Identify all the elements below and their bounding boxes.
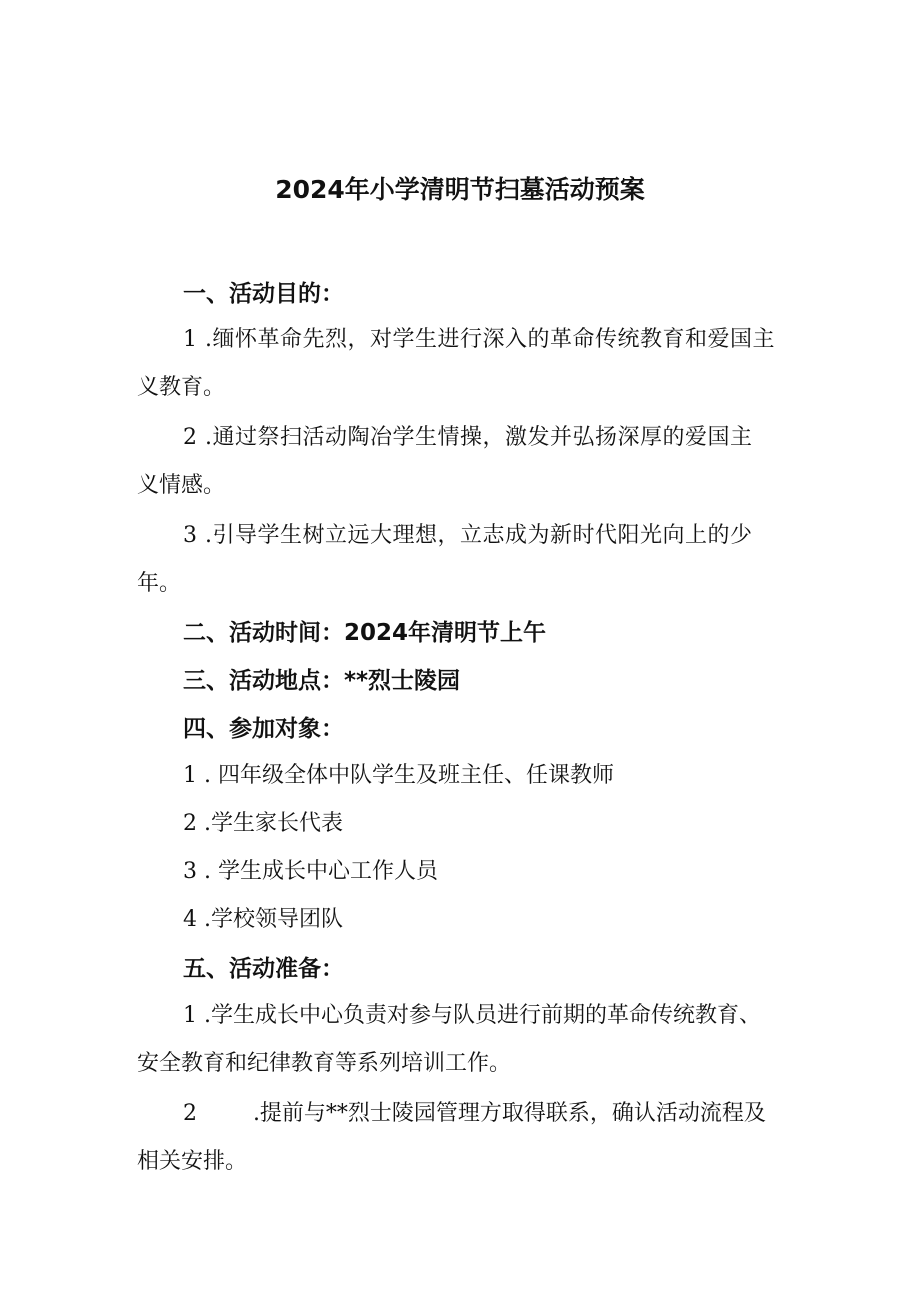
paragraph-line: 3 .引导学生树立远大理想，立志成为新时代阳光向上的少 [183, 523, 753, 548]
paragraph-line: 义情感。 [137, 473, 226, 498]
paragraph-line: 2 .提前与**烈士陵园管理方取得联系，确认活动流程及 [183, 1101, 766, 1126]
list-item: 1 . 四年级全体中队学生及班主任、任课教师 [183, 763, 614, 788]
paragraph-line: 1 .缅怀革命先烈，对学生进行深入的革命传统教育和爱国主 [183, 327, 775, 352]
list-item: 2 .学生家长代表 [183, 811, 343, 836]
section-heading-time: 二、活动时间：2024年清明节上午 [183, 620, 547, 646]
paragraph-line: 年。 [137, 571, 182, 596]
paragraph-line: 相关安排。 [137, 1149, 248, 1174]
section-heading-location: 三、活动地点：**烈士陵园 [183, 668, 461, 694]
paragraph-line: 义教育。 [137, 375, 226, 400]
paragraph-line: 1 .学生成长中心负责对参与队员进行前期的革命传统教育、 [183, 1003, 761, 1028]
section-heading-participants: 四、参加对象： [183, 716, 344, 742]
paragraph-line: 2 .通过祭扫活动陶冶学生情操，激发并弘扬深厚的爱国主 [183, 425, 753, 450]
document-title: 2024年小学清明节扫墓活动预案 [275, 175, 645, 204]
paragraph-line: 安全教育和纪律教育等系列培训工作。 [137, 1051, 512, 1076]
section-heading-purpose: 一、活动目的： [183, 281, 344, 307]
section-heading-preparation: 五、活动准备： [183, 956, 344, 982]
list-item: 3 . 学生成长中心工作人员 [183, 859, 438, 884]
list-item: 4 .学校领导团队 [183, 907, 343, 932]
